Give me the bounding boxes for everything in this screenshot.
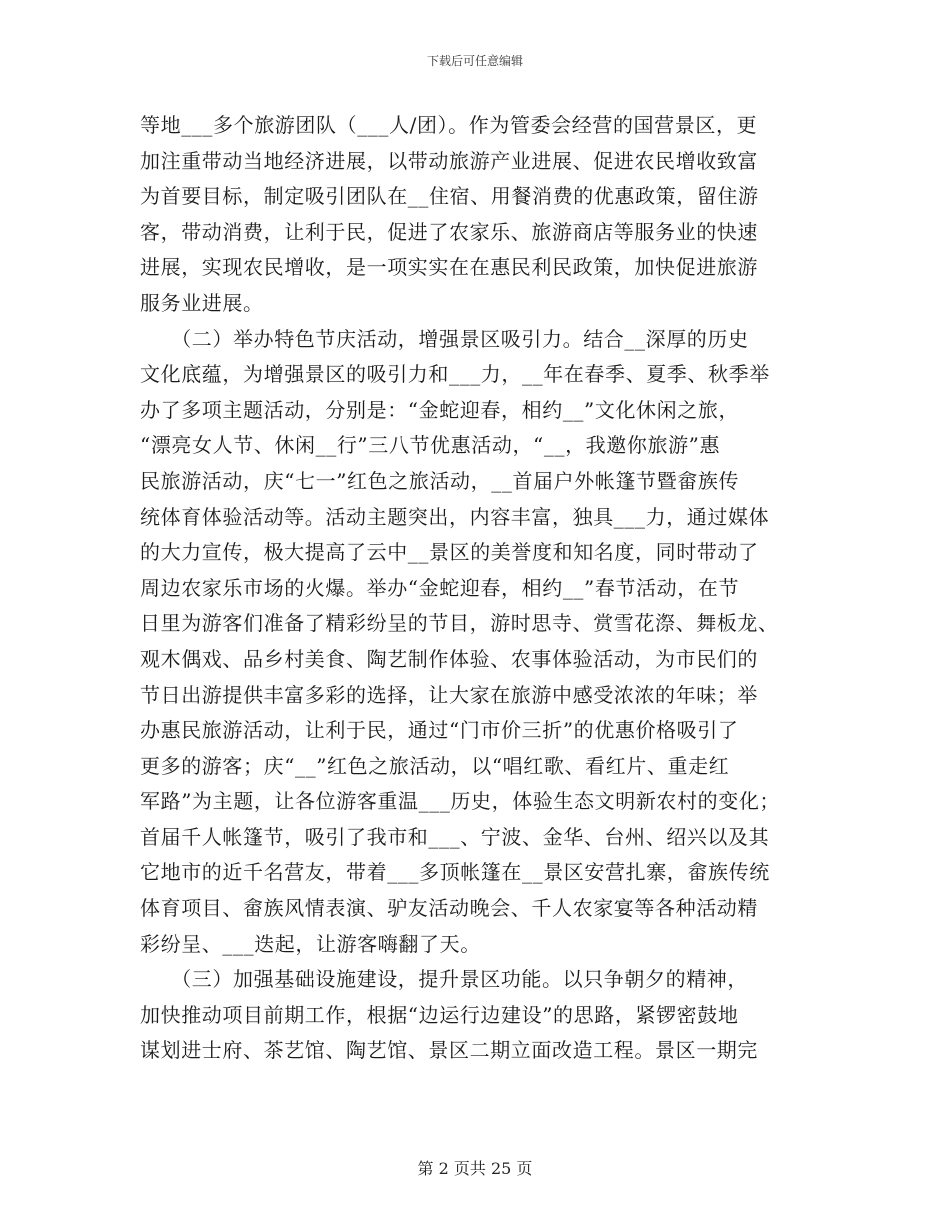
text-line: 文化底蕴，为增强景区的吸引力和___力，__年在春季、夏季、秋季举 — [140, 362, 770, 387]
text-line: 日里为游客们准备了精彩纷呈的节目，游时思寺、赏雪花漈、舞板龙、 — [140, 611, 779, 636]
text-line: 的大力宣传，极大提高了云中__景区的美誉度和知名度，同时带动了 — [140, 540, 759, 565]
text-line: 办了多项主题活动，分别是：“金蛇迎春，相约__”文化休闲之旅， — [140, 397, 740, 422]
text-line: “漂亮女人节、休闲__行”三八节优惠活动，“__，我邀你旅游”惠 — [140, 433, 721, 458]
text-line: 首届千人帐篷节，吸引了我市和___、宁波、金华、台州、绍兴以及其 — [140, 824, 770, 849]
text-line: 它地市的近千名营友，带着___多顶帐篷在__景区安营扎寨，畲族传统 — [140, 860, 770, 885]
text-line: 周边农家乐市场的火爆。举办“金蛇迎春，相约__”春节活动，在节 — [140, 575, 740, 600]
text-line: 民旅游活动，庆“七一”红色之旅活动，__首届户外帐篷节暨畲族传 — [140, 468, 740, 493]
text-line: 进展，实现农民增收，是一项实实在在惠民利民政策，加快促进旅游 — [140, 255, 758, 280]
text-line: 办惠民旅游活动，让利于民，通过“门市价三折”的优惠价格吸引了 — [140, 718, 739, 743]
text-line: 军路”为主题，让各位游客重温___历史，体验生态文明新农村的变化； — [140, 789, 781, 814]
text-line: 更多的游客；庆“__”红色之旅活动，以“唱红歌、看红片、重走红 — [140, 753, 730, 778]
text-line: 等地___多个旅游团队（___人/团）。作为管委会经营的国营景区，更 — [140, 113, 758, 137]
text-line: 加注重带动当地经济进展，以带动旅游产业进展、促进农民增收致富 — [140, 148, 758, 173]
text-line: 观木偶戏、品乡村美食、陶艺制作体验、农事体验活动，为市民们的 — [140, 646, 758, 671]
text-line: 体育项目、畲族风情表演、驴友活动晚会、千人农家宴等各种活动精 — [140, 896, 758, 921]
page-header: 下载后可任意编辑 — [426, 54, 523, 68]
text-line: 为首要目标，制定吸引团队在__住宿、用餐消费的优惠政策，留住游 — [140, 184, 759, 209]
body-text — [140, 108, 812, 1069]
text-line: 统体育体验活动等。活动主题突出，内容丰富，独具___力，通过媒体 — [140, 504, 770, 529]
text-line: 彩纷呈、___迭起，让游客嗨翻了天。 — [140, 931, 481, 956]
text-line: 加快推动项目前期工作，根据“边运行边建设”的思路，紧锣密鼓地 — [140, 1002, 739, 1027]
text-line: 客，带动消费，让利于民，促进了农家乐、旅游商店等服务业的快速 — [140, 219, 758, 244]
text-line: （二）举办特色节庆活动，增强景区吸引力。结合__深厚的历史 — [140, 326, 749, 351]
text-line: 谋划进士府、茶艺馆、陶艺馆、景区二期立面改造工程。景区一期完 — [140, 1038, 758, 1063]
text-line: （三）加强基础设施建设，提升景区功能。以只争朝夕的精神， — [140, 967, 748, 992]
text-line: 服务业进展。 — [140, 290, 264, 315]
page-footer: 第 2 页共 25 页 — [417, 1159, 533, 1178]
text-line: 节日出游提供丰富多彩的选择，让大家在旅游中感受浓浓的年味；举 — [140, 682, 758, 707]
